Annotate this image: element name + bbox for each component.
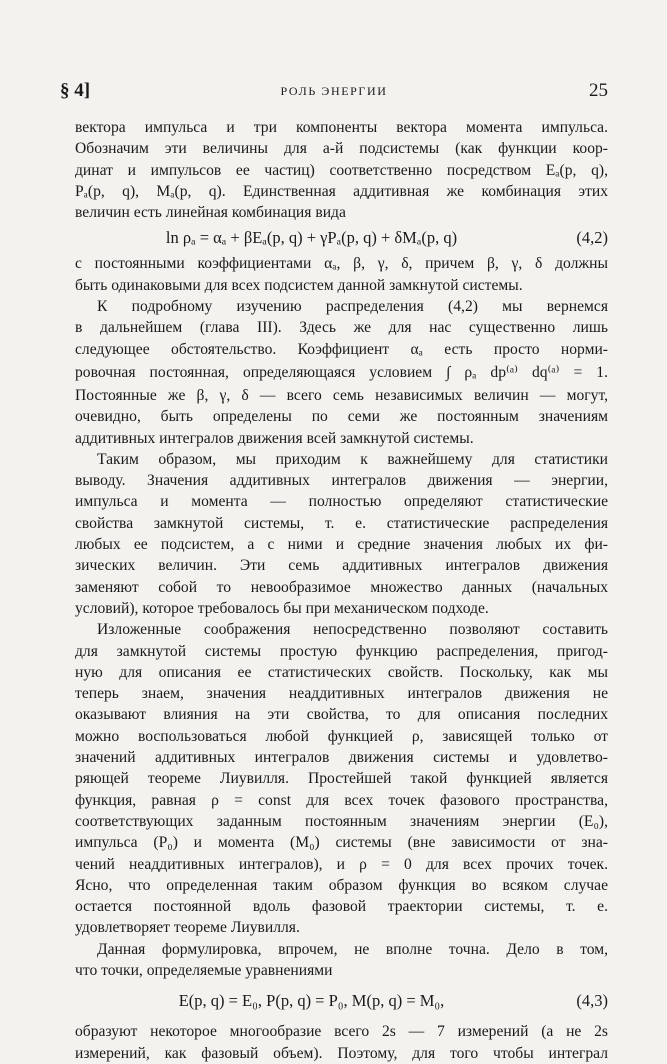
text-line: в дальнейшем (глава III). Здесь же для нас существенно лишь: [75, 319, 608, 337]
text-line: функция, равная ρ = const для всех точек фазового пространства,: [75, 791, 608, 809]
text-line: Данная формулировка, впрочем, не вполне точна. Дело в том,: [97, 940, 608, 958]
text-line: образуют некоторое многообразие всего 2s — 7 измерений (а не 2s: [75, 1023, 608, 1041]
text-line: заменяют собой то невообразимое множество данных (начальных: [75, 578, 608, 596]
text-line: зических величин. Эти семь аддитивных интегралов движения: [75, 557, 608, 575]
text-line: соответствующих заданным постоянным значениям энергии (E₀),: [75, 812, 608, 830]
equation-formula: ln ρₐ = αₐ + βEₐ(p, q) + γPₐ(p, q) + δMₐ(p, q): [165, 228, 458, 248]
text-line: удовлетворяет теореме Лиувилля.: [75, 919, 300, 937]
text-line: вектора импульса и три компоненты вектора момента импульса.: [75, 119, 608, 136]
text-line: можно воспользоваться любой функцией ρ, зависящей только от: [75, 727, 608, 745]
running-title: РОЛЬ ЭНЕРГИИ: [280, 84, 388, 98]
text-line: Изложенные соображения непосредственно позволяют составить: [97, 621, 608, 639]
text-line: значений аддитивных интегралов движения системы и удовлетво-: [75, 749, 608, 767]
text-line: остается постоянной вдоль фазовой траектории системы, т. е.: [75, 898, 608, 916]
text-line: импульса и момента — полностью определяют статистические: [75, 493, 608, 511]
text-line: свойства замкнутой системы, т. е. статистические распределения: [75, 514, 608, 532]
text-line: динат и импульсов ее частиц) соответственно посредством Eₐ(p, q),: [75, 161, 608, 179]
text-line: теперь знаем, значения неаддитивных интегралов движения не: [75, 685, 608, 703]
text-line: К подробному изучению распределения (4,2) мы вернемся: [97, 298, 608, 316]
text-line: быть одинаковыми для всех подсистем данной замкнутой системы.: [75, 276, 523, 294]
text-line: Обозначим эти величины для a-й подсистемы (как функции коор-: [75, 140, 608, 158]
text-line: условий), которое требовалось бы при механическом подходе.: [75, 599, 489, 617]
text-line: с постоянными коэффициентами αₐ, β, γ, δ, причем β, γ, δ должны: [75, 255, 608, 273]
equation-4-3: [75, 981, 608, 1021]
text-line: для замкнутой системы простую функцию распределения, пригод-: [75, 642, 608, 660]
text-line: измерений, как фазовый объем). Поэтому, для того чтобы интеграл: [75, 1044, 608, 1062]
equation-4-2: [75, 223, 608, 253]
text-line: Pₐ(p, q), Mₐ(p, q). Единственная аддитивная же комбинация этих: [75, 182, 608, 200]
text-line: импульса (P₀) и момента (M₀) системы (вне зависимости от зна-: [75, 834, 608, 852]
text-line: аддитивных интегралов движения всей замкнутой системы.: [75, 429, 474, 447]
page-body: [75, 117, 608, 1064]
text-line: выводу. Значения аддитивных интегралов движения — энергии,: [75, 472, 608, 490]
text-line: величин есть линейная комбинация вида: [75, 204, 346, 222]
text-line: Ясно, что определенная таким образом функция во всяком случае: [75, 876, 608, 894]
text-line: чений неаддитивных интегралов), и ρ = 0 для всех прочих точек.: [75, 855, 608, 873]
page-number: 25: [589, 80, 608, 101]
equation-number: (4,3): [576, 991, 608, 1011]
text-line: что точки, определяемые уравнениями: [75, 961, 333, 979]
text-line: очевидно, быть определены по семи же постоянным значениям: [75, 408, 608, 426]
text-line: Таким образом, мы приходим к важнейшему для статистики: [97, 450, 608, 468]
text-line: Постоянные же β, γ, δ — всего семь независимых величин — могут,: [75, 386, 608, 404]
text-line: оказывают влияния на эти свойства, то для описания последних: [75, 706, 608, 724]
text-line: ряющей теореме Лиувилля. Простейшей такой функцией является: [75, 770, 608, 788]
text-line: следующее обстоятельство. Коэффициент αₐ есть просто норми-: [75, 340, 608, 358]
page-header: [60, 80, 608, 106]
section-marker: § 4]: [60, 80, 91, 101]
equation-formula: E(p, q) = E₀, P(p, q) = P₀, M(p, q) = M₀,: [178, 991, 445, 1011]
text-line: любых ее подсистем, а с ними и средние значения любых их фи-: [75, 536, 608, 554]
equation-number: (4,2): [576, 228, 608, 248]
text-line: ровочная постоянная, определяющаяся условием ∫ ρₐ dp⁽ᵃ⁾ dq⁽ᵃ⁾ = 1.: [75, 363, 608, 381]
text-line: ную для описания ее статистических свойств. Поскольку, как мы: [75, 663, 608, 681]
